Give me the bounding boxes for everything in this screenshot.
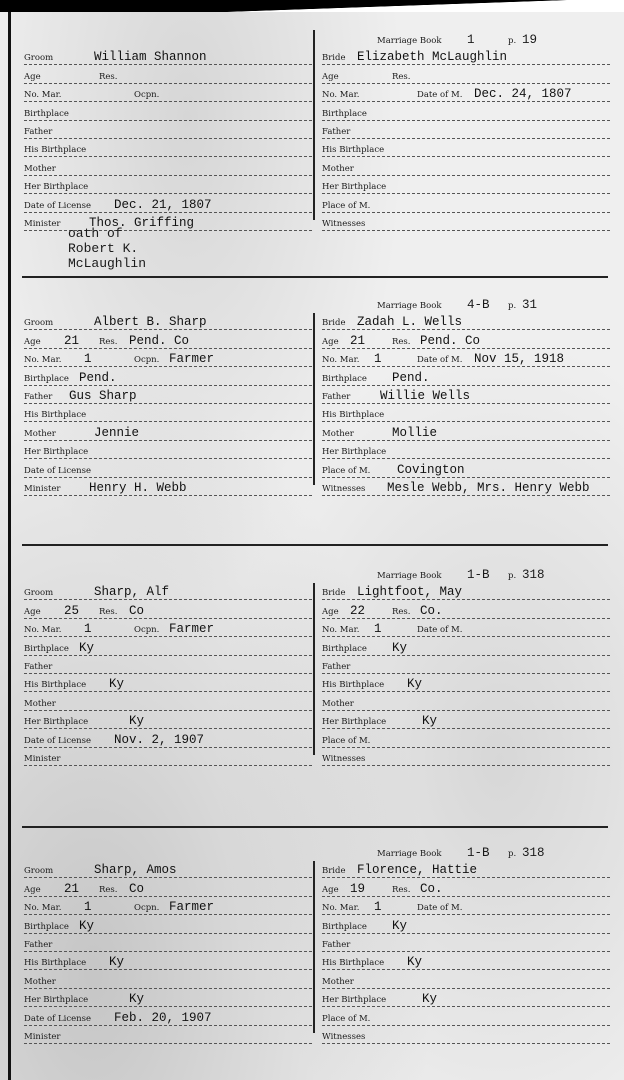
groom-column xyxy=(24,295,312,496)
marriage-book-row xyxy=(322,295,610,312)
bride-name-label: Bride xyxy=(322,588,346,599)
groom-her-birthplace-value: Ky xyxy=(129,992,145,1007)
groom-minister-row xyxy=(24,748,312,766)
bride-name-row xyxy=(322,860,610,878)
bride-his-birthplace-row xyxy=(322,952,610,970)
groom-father-label: Father xyxy=(24,126,53,137)
marriage-book-value: 1-B xyxy=(467,846,490,860)
marriage-book-value: 4-B xyxy=(467,298,490,312)
bride-res-value: Pend. Co xyxy=(420,333,481,348)
page-value: 31 xyxy=(522,298,538,312)
groom-ocpn-value: Farmer xyxy=(169,622,215,637)
bride-place-of-m-label: Place of M. xyxy=(322,1013,371,1024)
bride-his-birthplace-row xyxy=(322,674,610,692)
groom-name-label: Groom xyxy=(24,53,54,64)
bride-age-label: Age xyxy=(322,336,339,347)
groom-date-of-license-value: Feb. 20, 1907 xyxy=(114,1010,212,1025)
groom-spacer xyxy=(24,565,312,582)
groom-his-birthplace-row xyxy=(24,674,312,692)
bride-age-row xyxy=(322,65,610,83)
bride-mother-row xyxy=(322,157,610,175)
groom-spacer xyxy=(24,295,312,312)
bride-birthplace-row xyxy=(322,637,610,655)
groom-no-mar-row xyxy=(24,84,312,102)
bride-name-label: Bride xyxy=(322,866,346,877)
page-value: 318 xyxy=(522,568,545,582)
bride-column xyxy=(322,565,610,766)
card-divider xyxy=(22,544,608,546)
bride-name-value: Lightfoot, May xyxy=(357,585,463,600)
bride-mother-label: Mother xyxy=(322,698,354,709)
groom-his-birthplace-label: His Birthplace xyxy=(24,410,87,421)
bride-place-of-m-label: Place of M. xyxy=(322,465,371,476)
page-label: p. xyxy=(508,849,517,859)
bride-place-of-m-label: Place of M. xyxy=(322,200,371,211)
groom-birthplace-value: Pend. xyxy=(79,370,117,385)
groom-his-birthplace-label: His Birthplace xyxy=(24,145,87,156)
bride-no-mar-value: 1 xyxy=(374,622,382,637)
marriage-book-row xyxy=(322,565,610,582)
groom-mother-label: Mother xyxy=(24,976,56,987)
bride-father-label: Father xyxy=(322,939,351,950)
bride-her-birthplace-label: Her Birthplace xyxy=(322,182,387,193)
bride-res-label: Res. xyxy=(392,884,411,895)
groom-column xyxy=(24,843,312,1044)
bride-res-label: Res. xyxy=(392,336,411,347)
bride-no-mar-row xyxy=(322,897,610,915)
groom-res-label: Res. xyxy=(99,336,118,347)
groom-his-birthplace-row xyxy=(24,952,312,970)
groom-minister-row xyxy=(24,1026,312,1044)
bride-father-row xyxy=(322,121,610,139)
bride-date-of-m-label: Date of M. xyxy=(417,625,463,636)
groom-her-birthplace-value: Ky xyxy=(129,714,145,729)
groom-minister-row xyxy=(24,478,312,496)
bride-column xyxy=(322,295,610,496)
marriage-book-value: 1 xyxy=(467,33,475,47)
bride-father-row xyxy=(322,656,610,674)
groom-father-row xyxy=(24,386,312,404)
groom-age-row xyxy=(24,878,312,896)
groom-res-value: Co xyxy=(129,603,145,618)
marriage-book-label: Marriage Book xyxy=(377,571,442,581)
groom-birthplace-value: Ky xyxy=(79,918,95,933)
bride-witnesses-value: Mesle Webb, Mrs. Henry Webb xyxy=(387,480,590,495)
page-value: 318 xyxy=(522,846,545,860)
groom-date-of-license-row xyxy=(24,729,312,747)
page-label: p. xyxy=(508,36,517,46)
groom-res-value: Pend. Co xyxy=(129,333,190,348)
groom-birthplace-row xyxy=(24,367,312,385)
groom-name-value: William Shannon xyxy=(94,50,207,65)
bride-name-label: Bride xyxy=(322,53,346,64)
groom-her-birthplace-label: Her Birthplace xyxy=(24,995,89,1006)
groom-mother-row xyxy=(24,422,312,440)
bride-name-label: Bride xyxy=(322,318,346,329)
groom-minister-value: Henry H. Webb xyxy=(89,480,187,495)
bride-his-birthplace-row xyxy=(322,139,610,157)
marriage-book-row xyxy=(322,843,610,860)
bride-age-row xyxy=(322,600,610,618)
groom-name-label: Groom xyxy=(24,866,54,877)
bride-his-birthplace-label: His Birthplace xyxy=(322,680,385,691)
bride-res-label: Res. xyxy=(392,71,411,82)
groom-her-birthplace-row xyxy=(24,711,312,729)
bride-his-birthplace-value: Ky xyxy=(407,677,423,692)
bride-age-value: 19 xyxy=(350,881,366,896)
bride-no-mar-row xyxy=(322,619,610,637)
groom-her-birthplace-row xyxy=(24,176,312,194)
groom-his-birthplace-row xyxy=(24,139,312,157)
bride-her-birthplace-row xyxy=(322,989,610,1007)
bride-witnesses-row xyxy=(322,1026,610,1044)
bride-witnesses-row xyxy=(322,748,610,766)
groom-date-of-license-value: Nov. 2, 1907 xyxy=(114,732,205,747)
groom-res-label: Res. xyxy=(99,606,118,617)
groom-name-value: Sharp, Amos xyxy=(94,863,177,878)
groom-father-row xyxy=(24,656,312,674)
groom-her-birthplace-label: Her Birthplace xyxy=(24,717,89,728)
groom-no-mar-value: 1 xyxy=(84,622,92,637)
groom-spacer xyxy=(24,843,312,860)
groom-name-label: Groom xyxy=(24,588,54,599)
groom-her-birthplace-row xyxy=(24,989,312,1007)
bride-age-value: 22 xyxy=(350,603,366,618)
bride-age-row xyxy=(322,878,610,896)
bride-her-birthplace-value: Ky xyxy=(422,992,438,1007)
groom-birthplace-label: Birthplace xyxy=(24,921,69,932)
groom-his-birthplace-label: His Birthplace xyxy=(24,958,87,969)
groom-birthplace-row xyxy=(24,102,312,120)
bride-no-mar-value: 1 xyxy=(374,352,382,367)
groom-birthplace-row xyxy=(24,637,312,655)
groom-no-mar-value: 1 xyxy=(84,352,92,367)
bride-father-label: Father xyxy=(322,661,351,672)
groom-age-label: Age xyxy=(24,884,41,895)
groom-mother-row xyxy=(24,157,312,175)
bride-name-row xyxy=(322,47,610,65)
groom-date-of-license-label: Date of License xyxy=(24,735,92,746)
groom-date-of-license-row xyxy=(24,1007,312,1025)
groom-birthplace-row xyxy=(24,915,312,933)
marriage-book-row xyxy=(322,30,610,47)
marriage-book-label: Marriage Book xyxy=(377,36,442,46)
bride-no-mar-row xyxy=(322,84,610,102)
groom-birthplace-label: Birthplace xyxy=(24,108,69,119)
groom-no-mar-label: No. Mar. xyxy=(24,625,62,636)
groom-date-of-license-label: Date of License xyxy=(24,1013,92,1024)
bride-no-mar-row xyxy=(322,349,610,367)
groom-mother-label: Mother xyxy=(24,428,56,439)
groom-birthplace-label: Birthplace xyxy=(24,643,69,654)
record-note: oath of Robert K. McLaughlin xyxy=(68,226,147,271)
bride-no-mar-value: 1 xyxy=(374,900,382,915)
left-margin-rule xyxy=(8,12,11,1080)
groom-mother-label: Mother xyxy=(24,163,56,174)
groom-age-row xyxy=(24,330,312,348)
groom-his-birthplace-value: Ky xyxy=(109,955,125,970)
bride-no-mar-label: No. Mar. xyxy=(322,355,360,366)
bride-place-of-m-row xyxy=(322,729,610,747)
bride-witnesses-label: Witnesses xyxy=(322,753,366,764)
bride-date-of-m-label: Date of M. xyxy=(417,90,463,101)
groom-spacer xyxy=(24,30,312,47)
groom-no-mar-value: 1 xyxy=(84,900,92,915)
groom-her-birthplace-label: Her Birthplace xyxy=(24,447,89,458)
groom-res-label: Res. xyxy=(99,884,118,895)
groom-birthplace-label: Birthplace xyxy=(24,373,69,384)
bride-mother-row xyxy=(322,692,610,710)
marriage-book-label: Marriage Book xyxy=(377,301,442,311)
groom-age-row xyxy=(24,600,312,618)
bride-date-of-m-value: Dec. 24, 1807 xyxy=(474,87,572,102)
groom-minister-label: Minister xyxy=(24,218,61,229)
groom-mother-row xyxy=(24,692,312,710)
groom-ocpn-value: Farmer xyxy=(169,900,215,915)
bride-father-label: Father xyxy=(322,391,351,402)
groom-column xyxy=(24,565,312,766)
groom-father-label: Father xyxy=(24,391,53,402)
page-label: p. xyxy=(508,301,517,311)
bride-place-of-m-row xyxy=(322,1007,610,1025)
groom-date-of-license-label: Date of License xyxy=(24,200,92,211)
bride-witnesses-row xyxy=(322,213,610,231)
groom-no-mar-label: No. Mar. xyxy=(24,355,62,366)
groom-age-value: 25 xyxy=(64,603,80,618)
groom-ocpn-value: Farmer xyxy=(169,352,215,367)
bride-his-birthplace-label: His Birthplace xyxy=(322,410,385,421)
bride-her-birthplace-value: Ky xyxy=(422,714,438,729)
groom-name-value: Sharp, Alf xyxy=(94,585,170,600)
bride-witnesses-label: Witnesses xyxy=(322,218,366,229)
bride-her-birthplace-label: Her Birthplace xyxy=(322,995,387,1006)
groom-no-mar-row xyxy=(24,897,312,915)
bride-column xyxy=(322,843,610,1044)
groom-no-mar-row xyxy=(24,349,312,367)
bride-mother-label: Mother xyxy=(322,163,354,174)
bride-father-label: Father xyxy=(322,126,351,137)
bride-name-value: Zadah L. Wells xyxy=(357,315,463,330)
bride-name-value: Florence, Hattie xyxy=(357,863,478,878)
bride-his-birthplace-label: His Birthplace xyxy=(322,145,385,156)
groom-no-mar-row xyxy=(24,619,312,637)
groom-birthplace-value: Ky xyxy=(79,640,95,655)
bride-place-of-m-row xyxy=(322,194,610,212)
bride-his-birthplace-label: His Birthplace xyxy=(322,958,385,969)
bride-his-birthplace-row xyxy=(322,404,610,422)
bride-birthplace-value: Ky xyxy=(392,640,408,655)
groom-res-value: Co xyxy=(129,881,145,896)
groom-column xyxy=(24,30,312,231)
bride-witnesses-row xyxy=(322,478,610,496)
groom-ocpn-label: Ocpn. xyxy=(134,355,160,366)
groom-ocpn-label: Ocpn. xyxy=(134,903,160,914)
bride-date-of-m-value: Nov 15, 1918 xyxy=(474,352,565,367)
bride-father-row xyxy=(322,934,610,952)
bride-date-of-m-label: Date of M. xyxy=(417,355,463,366)
bride-mother-row xyxy=(322,422,610,440)
bride-her-birthplace-row xyxy=(322,176,610,194)
bride-her-birthplace-label: Her Birthplace xyxy=(322,447,387,458)
bride-birthplace-row xyxy=(322,915,610,933)
bride-birthplace-row xyxy=(322,102,610,120)
groom-minister-value: Thos. Griffing xyxy=(89,215,195,230)
groom-name-value: Albert B. Sharp xyxy=(94,315,207,330)
card-divider xyxy=(22,276,608,278)
groom-name-row xyxy=(24,582,312,600)
groom-minister-label: Minister xyxy=(24,1031,61,1042)
marriage-book-value: 1-B xyxy=(467,568,490,582)
groom-minister-label: Minister xyxy=(24,483,61,494)
groom-date-of-license-row xyxy=(24,459,312,477)
bride-no-mar-label: No. Mar. xyxy=(322,90,360,101)
column-divider xyxy=(313,30,315,220)
groom-mother-value: Jennie xyxy=(94,425,140,440)
bride-name-row xyxy=(322,582,610,600)
page-value: 19 xyxy=(522,33,538,47)
bride-column xyxy=(322,30,610,231)
groom-father-row xyxy=(24,121,312,139)
bride-her-birthplace-label: Her Birthplace xyxy=(322,717,387,728)
groom-minister-label: Minister xyxy=(24,753,61,764)
bride-name-value: Elizabeth McLaughlin xyxy=(357,50,508,65)
bride-res-value: Co. xyxy=(420,881,443,896)
groom-her-birthplace-label: Her Birthplace xyxy=(24,182,89,193)
bride-age-label: Age xyxy=(322,884,339,895)
bride-birthplace-label: Birthplace xyxy=(322,373,367,384)
groom-her-birthplace-row xyxy=(24,441,312,459)
bride-place-of-m-row xyxy=(322,459,610,477)
page-label: p. xyxy=(508,571,517,581)
bride-age-value: 21 xyxy=(350,333,366,348)
bride-no-mar-label: No. Mar. xyxy=(322,625,360,636)
bride-birthplace-label: Birthplace xyxy=(322,921,367,932)
bride-mother-label: Mother xyxy=(322,976,354,987)
bride-birthplace-label: Birthplace xyxy=(322,108,367,119)
groom-his-birthplace-row xyxy=(24,404,312,422)
groom-name-row xyxy=(24,312,312,330)
bride-mother-value: Mollie xyxy=(392,425,438,440)
bride-birthplace-value: Ky xyxy=(392,918,408,933)
groom-father-label: Father xyxy=(24,661,53,672)
groom-date-of-license-row xyxy=(24,194,312,212)
groom-name-row xyxy=(24,47,312,65)
bride-father-value: Willie Wells xyxy=(380,388,471,403)
bride-name-row xyxy=(322,312,610,330)
groom-ocpn-label: Ocpn. xyxy=(134,625,160,636)
groom-name-row xyxy=(24,860,312,878)
groom-age-label: Age xyxy=(24,336,41,347)
bride-res-value: Co. xyxy=(420,603,443,618)
marriage-book-label: Marriage Book xyxy=(377,849,442,859)
groom-father-value: Gus Sharp xyxy=(69,388,137,403)
column-divider xyxy=(313,583,315,755)
groom-mother-label: Mother xyxy=(24,698,56,709)
bride-no-mar-label: No. Mar. xyxy=(322,903,360,914)
bride-her-birthplace-row xyxy=(322,711,610,729)
bride-age-label: Age xyxy=(322,71,339,82)
bride-his-birthplace-value: Ky xyxy=(407,955,423,970)
bride-birthplace-row xyxy=(322,367,610,385)
bride-mother-label: Mother xyxy=(322,428,354,439)
bride-place-of-m-value: Covington xyxy=(397,462,465,477)
groom-no-mar-label: No. Mar. xyxy=(24,90,62,101)
bride-age-label: Age xyxy=(322,606,339,617)
groom-date-of-license-value: Dec. 21, 1807 xyxy=(114,197,212,212)
bride-date-of-m-label: Date of M. xyxy=(417,903,463,914)
bride-mother-row xyxy=(322,970,610,988)
bride-birthplace-label: Birthplace xyxy=(322,643,367,654)
groom-res-label: Res. xyxy=(99,71,118,82)
bride-her-birthplace-row xyxy=(322,441,610,459)
groom-his-birthplace-value: Ky xyxy=(109,677,125,692)
bride-witnesses-label: Witnesses xyxy=(322,483,366,494)
groom-father-label: Father xyxy=(24,939,53,950)
bride-birthplace-value: Pend. xyxy=(392,370,430,385)
groom-age-label: Age xyxy=(24,606,41,617)
groom-name-label: Groom xyxy=(24,318,54,329)
groom-mother-row xyxy=(24,970,312,988)
groom-age-value: 21 xyxy=(64,333,80,348)
groom-ocpn-label: Ocpn. xyxy=(134,90,160,101)
groom-father-row xyxy=(24,934,312,952)
groom-age-label: Age xyxy=(24,71,41,82)
card-divider xyxy=(22,826,608,828)
column-divider xyxy=(313,313,315,485)
bride-witnesses-label: Witnesses xyxy=(322,1031,366,1042)
groom-age-value: 21 xyxy=(64,881,80,896)
groom-no-mar-label: No. Mar. xyxy=(24,903,62,914)
groom-age-row xyxy=(24,65,312,83)
bride-res-label: Res. xyxy=(392,606,411,617)
groom-his-birthplace-label: His Birthplace xyxy=(24,680,87,691)
bride-age-row xyxy=(322,330,610,348)
bride-father-row xyxy=(322,386,610,404)
column-divider xyxy=(313,861,315,1033)
bride-place-of-m-label: Place of M. xyxy=(322,735,371,746)
groom-date-of-license-label: Date of License xyxy=(24,465,92,476)
